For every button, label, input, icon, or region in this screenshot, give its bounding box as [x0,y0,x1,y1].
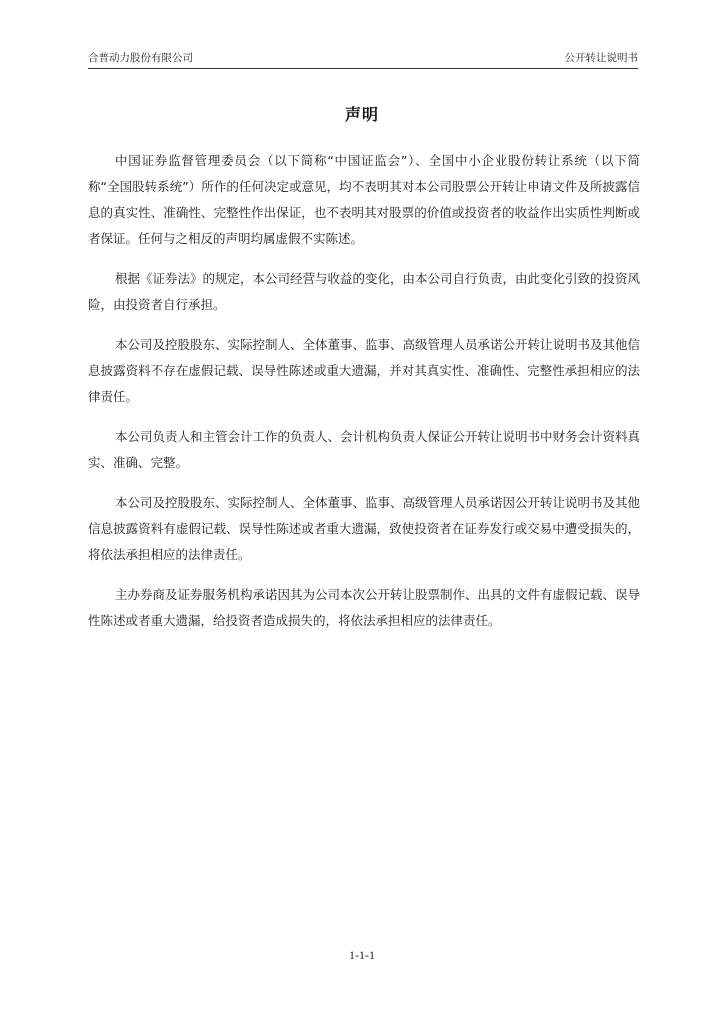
paragraph-regulator-disclaimer: 中国证券监督管理委员会（以下简称“中国证监会”）、全国中小企业股份转让系统（以下简称“全国股转系统”）所作的任何决定或意见，均不表明其对本公司股票公开转让申请文件及所披露信息的真实性、准确性、完整性作出保证，也不表明其对股票的价值或投资者的收益作出实质性判断或者保证。任何与之相反的声明均属虚假不实陈述。 [88,153,640,246]
paragraph-broker-commitment: 主办券商及证券服务机构承诺因其为公司本次公开转让股票制作、出具的文件有虚假记载、误导性陈述或者重大遗漏，给投资者造成损失的，将依法承担相应的法律责任。 [88,587,641,628]
page-header [88,50,638,69]
declaration-body [88,148,640,648]
paragraph-investment-risk: 根据《证券法》的规定，本公司经营与收益的变化，由本公司自行负责，由此变化引致的投资风险，由投资者自行承担。 [88,271,641,312]
paragraph-company-commitment: 本公司及控股股东、实际控制人、全体董事、监事、高级管理人员承诺公开转让说明书及其他信息披露资料不存在虚假记载、误导性陈述或重大遗漏，并对其真实性、准确性、完整性承担相应的法律责任。 [88,337,641,404]
paragraph-liability-commitment: 本公司及控股股东、实际控制人、全体董事、监事、高级管理人员承诺因公开转让说明书及其他信息披露资料有虚假记载、误导性陈述或者重大遗漏，致使投资者在证券发行或交易中遭受损失的，将依法承担相应的法律责任。 [88,495,641,562]
header-company-name: 合普动力股份有限公司 [88,52,193,64]
page-number: 1-1-1 [349,948,375,962]
header-document-type: 公开转让说明书 [564,52,638,64]
page-title: 声明 [344,105,379,124]
paragraph-financial-guarantee: 本公司负责人和主管会计工作的负责人、会计机构负责人保证公开转让说明书中财务会计资料真实、准确、完整。 [88,429,641,470]
